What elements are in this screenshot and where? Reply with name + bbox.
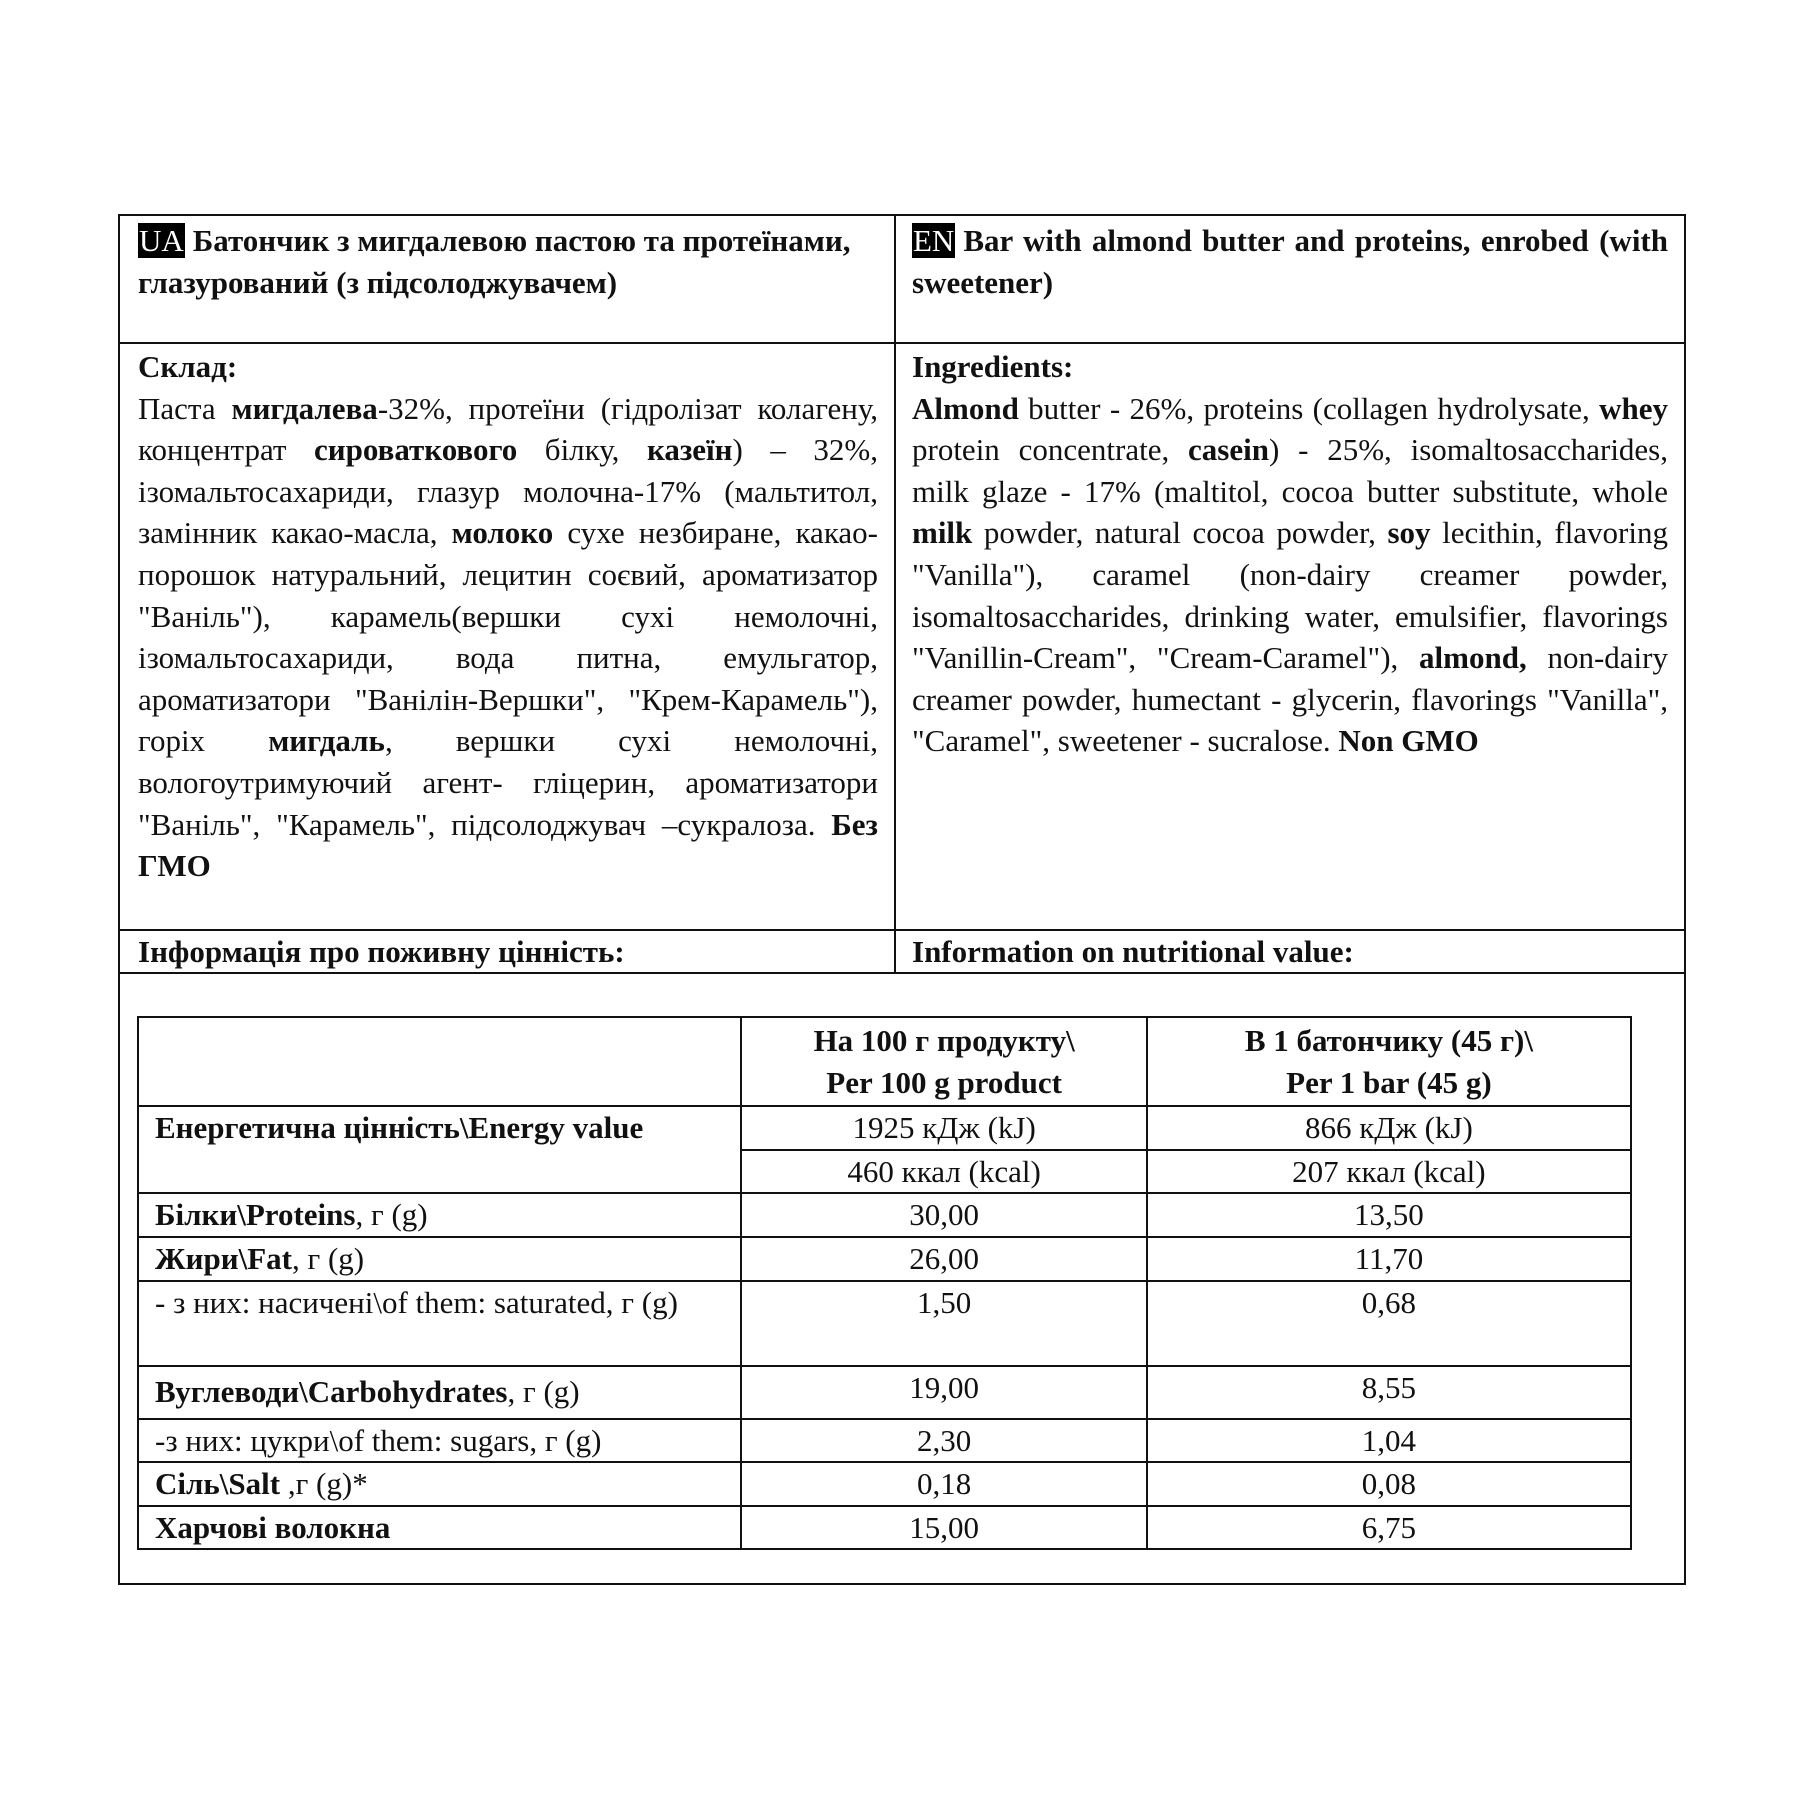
header-empty-cell	[138, 1017, 741, 1106]
ua-ingredients-heading: Склад:	[138, 349, 238, 384]
carbs-label: Вуглеводи\Carbohydrates, г (g)	[138, 1366, 741, 1419]
table-row	[138, 1193, 1631, 1237]
saturated-bar: 0,68	[1147, 1281, 1631, 1366]
table-row	[138, 1419, 1631, 1463]
saturated-100g: 1,50	[741, 1281, 1146, 1366]
ua-product-title: Батончик з мигдалевою пастою та протеїнами, глазурований (з підсолоджувачем)	[138, 223, 851, 300]
sugars-bar: 1,04	[1147, 1419, 1631, 1463]
table-header-row	[138, 1017, 1631, 1106]
sugars-100g: 2,30	[741, 1419, 1146, 1463]
table-row	[138, 1506, 1631, 1550]
carbs-bar: 8,55	[1147, 1366, 1631, 1419]
fat-100g: 26,00	[741, 1237, 1146, 1281]
en-ingredients-text: Almond butter - 26%, proteins (collagen hydrolysate, whey protein concentrate, casein) - 25%, isomaltosaccharides, milk glaze - 17% (maltitol, cocoa butter substitute, whole milk powder, natural cocoa powder, soy lecithin, flavoring "Vanilla"), caramel (non-dairy creamer powder, isomaltosaccharides, drinking water, emulsifier, flavorings "Vanillin-Cream", "Cream-Caramel"), almond, non-dairy creamer powder, humectant - glycerin, flavorings "Vanilla", "Caramel", sweetener - sucralose. Non GMO	[912, 390, 1669, 759]
fiber-bar: 6,75	[1147, 1506, 1631, 1550]
ua-title-cell	[120, 216, 896, 342]
energy-kj-100g: 1925 кДж (kJ)	[741, 1106, 1146, 1150]
header-per-100g: На 100 г продукту\ Per 100 g product	[741, 1017, 1146, 1106]
fat-bar: 11,70	[1147, 1237, 1631, 1281]
ingredients-row	[120, 344, 1684, 931]
fiber-100g: 15,00	[741, 1506, 1146, 1550]
table-row	[138, 1106, 1631, 1150]
header-per-bar: В 1 батончику (45 г)\ Per 1 bar (45 g)	[1147, 1017, 1631, 1106]
en-ingredients-cell	[896, 344, 1684, 929]
fiber-label: Харчові волокна	[138, 1506, 741, 1550]
sugars-label: -з них: цукри\of them: sugars, г (g)	[138, 1419, 741, 1463]
salt-label: Сіль\Salt ,г (g)*	[138, 1462, 741, 1506]
ua-ingredients-text: Паста мигдалева-32%, протеїни (гідролізат колагену, концентрат сироваткового білку, казеїн) – 32%, ізомальтосахариди, глазур молочна-17% (мальтитол, замінник какао-масла, молоко сухе незбиране, какао-порошок натуральний, лецитин соєвий, ароматизатор "Ваніль"), карамель(вершки сухі немолочні, ізомальтосахариди, вода питна, емульгатор, ароматизатори "Ванілін-Вершки", "Крем-Карамель"), горіх мигдаль, вершки сухі немолочні, вологоутримуючий агент- гліцерин, ароматизатори "Ваніль", "Карамель", підсолоджувач –сукралоза. Без ГМО	[138, 390, 879, 884]
ua-language-tag: UA	[139, 223, 184, 258]
table-row	[138, 1366, 1631, 1419]
energy-kcal-bar: 207 ккал (kcal)	[1147, 1150, 1631, 1194]
en-title-cell	[896, 216, 1684, 342]
en-language-tag: EN	[913, 223, 955, 258]
nutrition-table	[137, 1016, 1632, 1550]
en-nutrition-heading: Information on nutritional value:	[912, 934, 1354, 969]
table-row	[138, 1462, 1631, 1506]
salt-bar: 0,08	[1147, 1462, 1631, 1506]
saturated-label: - з них: насичені\of them: saturated, г (g)	[138, 1281, 741, 1366]
salt-100g: 0,18	[741, 1462, 1146, 1506]
title-row	[120, 216, 1684, 344]
en-product-title: Bar with almond butter and proteins, enrobed (with sweetener)	[912, 223, 1668, 300]
proteins-100g: 30,00	[741, 1193, 1146, 1237]
ua-nutrition-heading: Інформація про поживну цінність:	[120, 931, 896, 972]
fat-label: Жири\Fat, г (g)	[138, 1237, 741, 1281]
proteins-bar: 13,50	[1147, 1193, 1631, 1237]
table-row	[138, 1281, 1631, 1366]
table-row	[138, 1237, 1631, 1281]
en-ingredients-heading: Ingredients:	[912, 349, 1074, 384]
carbs-100g: 19,00	[741, 1366, 1146, 1419]
nutrition-heading-row	[120, 931, 1684, 974]
proteins-label: Білки\Proteins, г (g)	[138, 1193, 741, 1237]
energy-kcal-100g: 460 ккал (kcal)	[741, 1150, 1146, 1194]
energy-label: Енергетична цінність\Energy value	[138, 1106, 741, 1193]
ua-ingredients-cell	[120, 344, 896, 929]
energy-kj-bar: 866 кДж (kJ)	[1147, 1106, 1631, 1150]
